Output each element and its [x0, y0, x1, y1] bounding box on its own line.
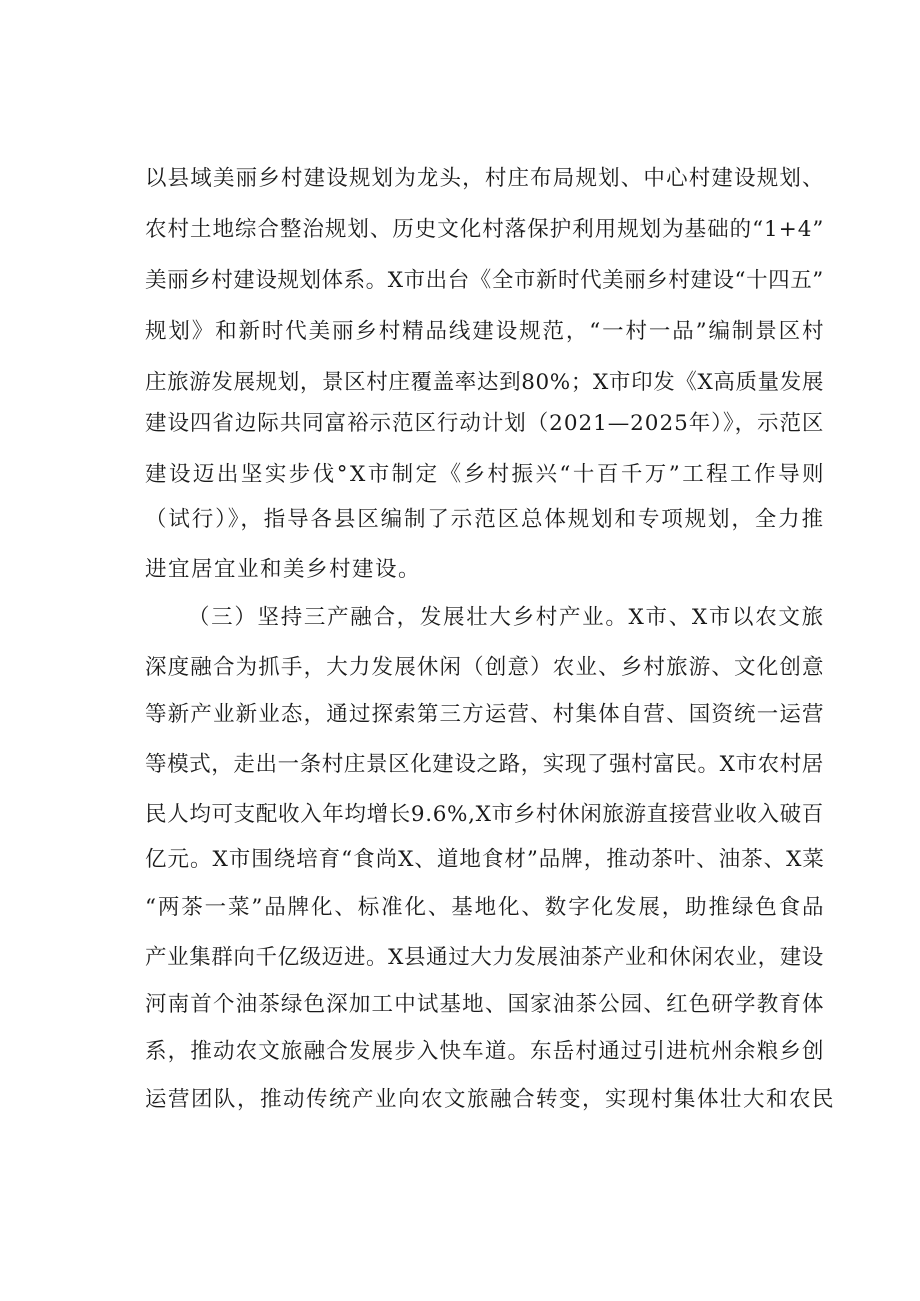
text-line-1: 以县域美丽乡村建设规划为龙头，村庄布局规划、中心村建设规划、	[145, 166, 825, 191]
text-line-15: 亿元。X市围绕培育“食尚X、道地食材”品牌，推动茶叶、油茶、X菜	[145, 847, 825, 872]
text-line-2: 农村土地综合整治规划、历史文化村落保护利用规划为基础的“1+4”	[145, 217, 825, 242]
text-line-20: 运营团队，推动传统产业向农文旅融合转变，实现村集体壮大和农民	[145, 1087, 836, 1112]
text-line-9: 进宜居宜业和美乡村建设。	[145, 557, 422, 582]
text-line-17: 产业集群向千亿级迈进。X县通过大力发展油茶产业和休闲农业，建设	[145, 945, 824, 970]
text-line-6: 建设四省边际共同富裕示范区行动计划（2021—2025年）》，示范区	[145, 411, 825, 436]
text-line-8: （试行）》，指导各县区编制了示范区总体规划和专项规划，全力推	[145, 507, 825, 532]
text-line-14: 民人均可支配收入年均增长9.6%,X市乡村休闲旅游直接营业收入破百	[145, 802, 824, 827]
text-line-11: 深度融合为抓手，大力发展休闲（创意）农业、乡村旅游、文化创意	[145, 655, 825, 680]
text-line-5: 庄旅游发展规划，景区村庄覆盖率达到80%；X市印发《X高质量发展	[145, 370, 825, 395]
text-line-13: 等模式，走出一条村庄景区化建设之路，实现了强村富民。X市农村居	[145, 752, 824, 777]
text-line-12: 等新产业新业态，通过探索第三方运营、村集体自营、国资统一运营	[145, 702, 825, 727]
text-line-16: “两茶一菜”品牌化、标准化、基地化、数字化发展，助推绿色食品	[145, 895, 826, 920]
text-line-7: 建设迈出坚实步伐°X市制定《乡村振兴“十百千万”工程工作导则	[145, 462, 827, 487]
text-line-3: 美丽乡村建设规划体系。X市出台《全市新时代美丽乡村建设“十四五”	[145, 268, 824, 293]
text-line-4: 规划》和新时代美丽乡村精品线建设规范，“一村一品”编制景区村	[145, 319, 826, 344]
paragraph-heading-3: （三）坚持三产融合，发展壮大乡村产业。X市、X市以农文旅	[188, 605, 825, 630]
text-line-18: 河南首个油茶绿色深加工中试基地、国家油茶公园、红色研学教育体	[145, 992, 825, 1017]
text-line-19: 系，推动农文旅融合发展步入快车道。东岳村通过引进杭州余粮乡创	[145, 1039, 825, 1064]
